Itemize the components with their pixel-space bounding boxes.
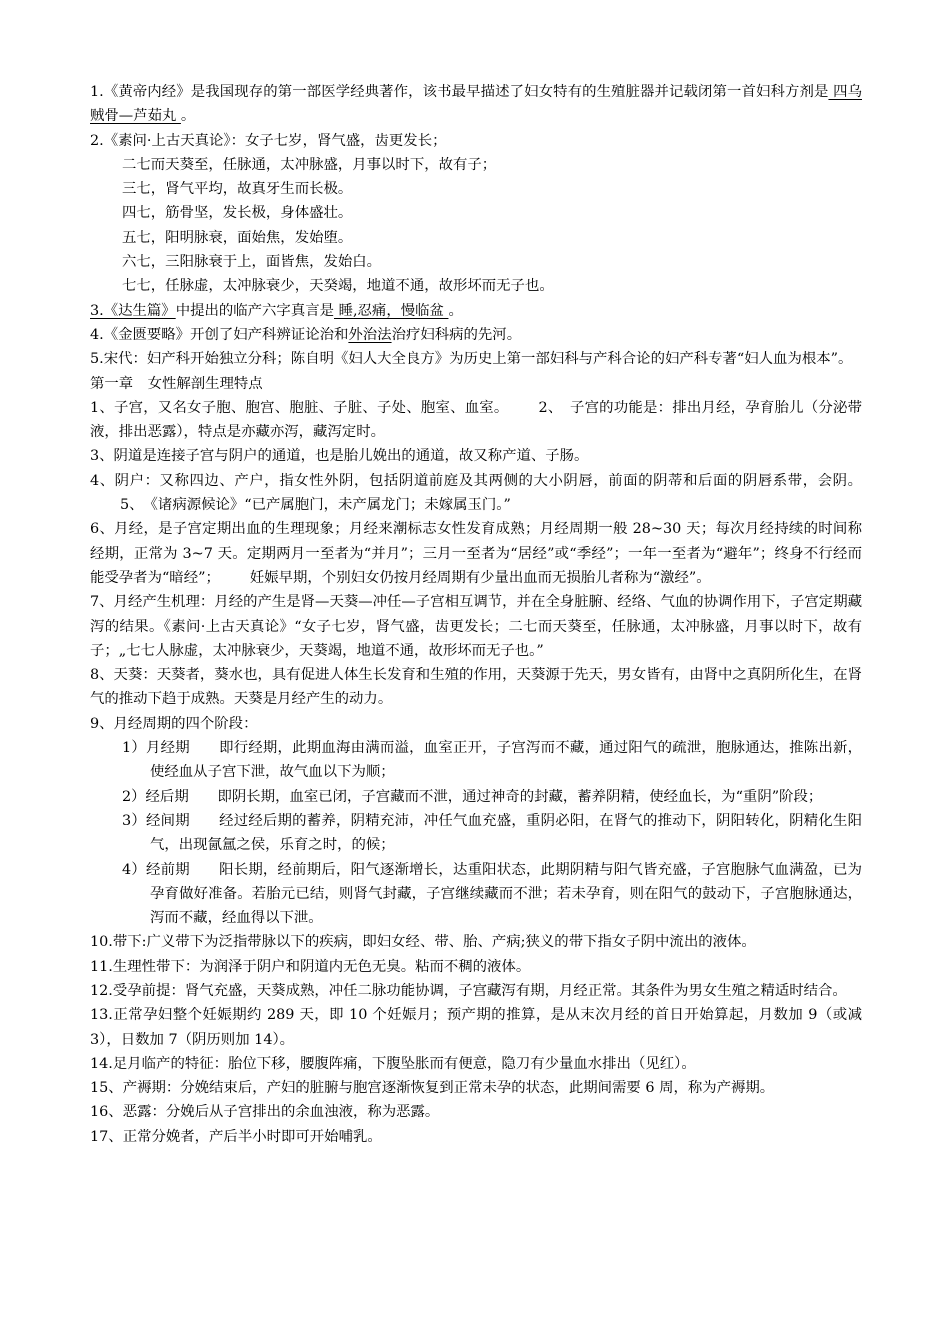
item-1-end: 。 bbox=[180, 108, 196, 125]
section-1-2 bbox=[90, 396, 862, 445]
section-6-text-b: 妊娠早期，个别妇女仍按月经周期有少量出血而无损胎儿者称为“激经”。 bbox=[249, 569, 711, 586]
item-4-answer: 外治法 bbox=[348, 326, 392, 343]
section-10: 10.带下:广义带下为泛指带脉以下的疾病，即妇女经、带、胎、产病;狭义的带下指女子阴中流出的液体。 bbox=[90, 934, 756, 951]
item-2-line-c: 四七，筋骨坚，发长极，身体盛壮。 bbox=[122, 205, 353, 222]
item-2-line-d: 五七，阳明脉衰，面始焦，发始堕。 bbox=[122, 229, 353, 246]
section-12: 12.受孕前提：肾气充盛，天葵成熟，冲任二脉功能协调，子宫藏泻有期，月经正常。其条件为男女生殖之精适时结合。 bbox=[90, 982, 847, 999]
section-11: 11.生理性带下：为润泽于阴户和阴道内无色无臭。粘而不稠的液体。 bbox=[90, 958, 531, 975]
section-7: 7、月经产生机理：月经的产生是肾—天葵—冲任—子宫相互调节，并在全身脏腑、经络、气血的协调作用下，子宫定期藏泻的结果。《素问·上古天真论》“女子七岁，肾气盛，齿更发长；二七而天葵至，任脉通，太冲脉盛，月事以时下，故有子；„七七人脉虚，太冲脉衰少，天葵竭，地道不通，故形坏而无子也。” bbox=[90, 594, 862, 659]
item-1 bbox=[90, 80, 862, 129]
section-6 bbox=[90, 517, 862, 590]
section-13: 13.正常孕妇整个妊娠期约 289 天，即 10 个妊娠月；预产期的推算，是从末次月经的首日开始算起，月数加 9（或减 3），日数加 7（阴历则加 14）。 bbox=[90, 1007, 862, 1048]
item-4-text: 4.《金匮要略》开创了妇产科辨证论治和 bbox=[90, 326, 349, 343]
section-15: 15、产褥期：分娩结束后，产妇的脏腑与胞宫逐渐恢复到正常未孕的状态，此期间需要 6 周，称为产褥期。 bbox=[90, 1080, 775, 1097]
item-4-end: 治疗妇科病的先河。 bbox=[391, 326, 522, 343]
item-2-line-a: 二七而天葵至，任脉通，太冲脉盛，月事以时下，故有子； bbox=[122, 156, 497, 173]
item-3-title: 3.《达生篇》 bbox=[90, 302, 176, 319]
section-6-text: 6、月经，是子宫定期出血的生理现象；月经来潮标志女性发育成熟；月经周期一般 28~30 天；每次月经持续的时间称经期，正常为 3~7 天。定期两月一至者为“并月”；三月一至者为“居经”或“季经”；一年一至者为“避年”；终身不行经而能受孕者为“暗经”； bbox=[90, 521, 862, 586]
item-3 bbox=[90, 299, 862, 323]
item-4 bbox=[90, 323, 862, 347]
stage-list bbox=[90, 736, 862, 930]
item-2: 2.《素问·上古天真论》：女子七岁，肾气盛，齿更发长； bbox=[90, 132, 447, 149]
item-2-line-f: 七七，任脉虚，太冲脉衰少，天癸竭，地道不通，故形坏而无子也。 bbox=[122, 278, 554, 295]
section-8: 8、天葵：天葵者，葵水也，具有促进人体生长发育和生殖的作用，天葵源于先天，男女皆有，由肾中之真阴所化生，在肾气的推动下趋于成熟。天葵是月经产生的动力。 bbox=[90, 667, 862, 708]
section-9: 9、月经周期的四个阶段： bbox=[90, 715, 258, 732]
chapter-heading: 第一章 女性解剖生理特点 bbox=[90, 375, 263, 392]
item-1-answer: 四乌贼骨—芦茹丸 bbox=[90, 84, 862, 125]
item-5: 5.宋代：妇产科开始独立分科；陈自明《妇人大全良方》为历史上第一部妇科与产科合论的妇产科专著“妇人血为根本”。 bbox=[90, 351, 853, 368]
item-3-text: 中提出的临产六字真言是 bbox=[175, 302, 334, 319]
section-5-text: 5、 《诸病源候论》“已产属胞门，未产属龙门；未嫁属玉门。” bbox=[120, 497, 511, 514]
item-3-end: 。 bbox=[448, 302, 463, 319]
stage-4: 4）经前期 阳长期，经前期后，阳气逐渐增长，达重阳状态，此期阴精与阳气皆充盛，子宫胞脉气血满盈，已为孕育做好准备。若胎元已结，则肾气封藏，子宫继续藏而不泄；若未孕育，则在阳气的鼓动下，子宫胞脉通达，泻而不藏，经血得以下泄。 bbox=[122, 861, 862, 927]
section-17: 17、正常分娩者，产后半小时即可开始哺乳。 bbox=[90, 1128, 382, 1145]
section-3: 3、阴道是连接子宫与阴户的通道，也是胎儿娩出的通道，故又称产道、子肠。 bbox=[90, 448, 589, 465]
section-4-5 bbox=[90, 469, 862, 518]
stage-3: 3）经间期 经过经后期的蓄养，阴精充沛，冲任气血充盛，重阴必阳，在肾气的推动下，阴阳转化，阴精化生阳气，出现氤氲之侯，乐育之时，的候； bbox=[122, 812, 862, 854]
item-1-text: 1.《黄帝内经》是我国现存的第一部医学经典著作，该书最早描述了妇女特有的生殖脏器并记载闭第一首妇科方剂是 bbox=[90, 84, 829, 100]
section-4-text: 4、阴户：又称四边、产户，指女性外阴，包括阴道前庭及其两侧的大小阴唇，前面的阴蒂和后面的阴唇系带，会阴。 bbox=[90, 472, 862, 489]
section-1-text: 1、子宫，又名女子胞、胞宫、胞脏、子脏、子处、胞室、血室。 bbox=[90, 399, 509, 416]
item-3-answer: 睡,忍痛，慢临盆 bbox=[334, 302, 449, 319]
item-2-line-b: 三七，肾气平均，故真牙生而长极。 bbox=[122, 181, 353, 198]
stage-1: 1）月经期 即行经期，此期血海由满而溢，血室正开，子宫泻而不藏，通过阳气的疏泄，胞脉通达，推陈出新，使经血从子宫下泄，故气血以下为顺； bbox=[122, 740, 862, 781]
section-16: 16、恶露：分娩后从子宫排出的余血浊液，称为恶露。 bbox=[90, 1104, 440, 1121]
stage-2: 2）经后期 即阴长期，血室已闭，子宫藏而不泄，通过神奇的封藏，蓄养阴精，使经血长，为“重阴”阶段； bbox=[122, 788, 823, 805]
section-2-text: 2、 子宫的功能是：排出月经，孕育胎儿（分泌带液，排出恶露），特点是亦藏亦泻，藏泻定时。 bbox=[90, 399, 862, 441]
item-2-line-e: 六七，三阳脉衰于上，面皆焦，发始白。 bbox=[122, 254, 382, 271]
section-14: 14.足月临产的特征：胎位下移，腰腹阵痛，下腹坠胀而有便意，隐刀有少量血水排出（见红）。 bbox=[90, 1055, 696, 1072]
